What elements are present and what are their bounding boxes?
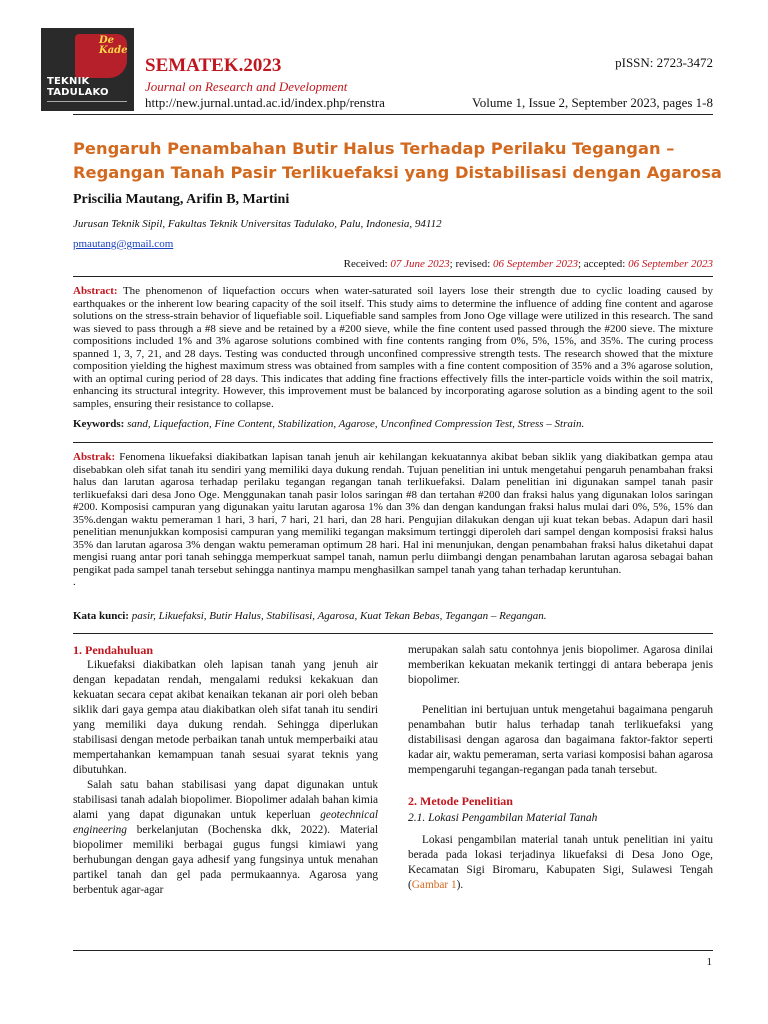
paragraph-5-text-a: Lokasi pengambilan material tanah untuk penelitian ini yaitu berada pada lokasi terjadinya likuefaksi di Desa Jono Oge, Kecamatan Sigi Biromaru, Kabupaten Sigi, Sulawesi Tengah (: [408, 834, 713, 891]
logo-badge: De Kade: [99, 35, 128, 56]
subsection-heading-2-1: 2.1. Lokasi Pengambilan Material Tanah: [408, 812, 598, 824]
revised-label: ; revised:: [449, 258, 494, 270]
author-affiliation: Jurusan Teknik Sipil, Fakultas Teknik Universitas Tadulako, Palu, Indonesia, 94112: [73, 218, 442, 230]
paragraph-3: merupakan salah satu contohnya jenis biopolimer. Agarosa dinilai memberikan kekuatan mekanik tertinggi di antara beberapa jenis biopolimer.: [408, 644, 713, 686]
section-heading-2: 2. Metode Penelitian: [408, 794, 513, 808]
article-title: Pengaruh Penambahan Butir Halus Terhadap Perilaku Tegangan – Regangan Tanah Pasir Terlikuefaksi yang Distabilisasi dengan Agarosa: [73, 139, 722, 182]
abstract-indonesian: [73, 451, 713, 589]
paragraph-2-italic: geotechnical engineering: [73, 809, 378, 836]
abstrak-dot: .: [73, 576, 76, 588]
right-column-continued: [408, 833, 713, 893]
section-heading-1: 1. Pendahuluan: [73, 643, 154, 657]
journal-logo: [41, 28, 134, 111]
kata-kunci-label: Kata kunci:: [73, 610, 132, 622]
pissn: pISSN: 2723-3472: [615, 55, 713, 70]
kata-kunci-text: pasir, Likuefaksi, Butir Halus, Stabilisasi, Agarosa, Kuat Tekan Bebas, Tegangan – Regangan.: [131, 610, 547, 622]
author-email[interactable]: pmautang@gmail.com: [73, 238, 174, 250]
keywords-text: sand, Liquefaction, Fine Content, Stabilization, Agarose, Unconfined Compression Test, Stress – Strain.: [127, 418, 585, 430]
divider-abstract-top: [73, 276, 713, 277]
paragraph-2-text-a: Salah satu bahan stabilisasi yang dapat digunakan untuk stabilisasi tanah adalah biopolimer. Biopolimer adalah bahan kimia alami yang dapat digunakan untuk keperluan: [73, 779, 378, 821]
paragraph-4: Penelitian ini bertujuan untuk mengetahui bagaimana pengaruh penambahan butir halus terhadap tanah terlikuefaksi yang distabilisasi dengan agarosa dan bagaimana faktor-faktor seperti kadar air, waktu pemeraman, serta variasi komposisi bahan agarosa mempengaruhi tegangan-regangan pada tanah tersebut.: [408, 704, 713, 776]
abstract-english: [73, 285, 713, 410]
logo-underline: [47, 101, 127, 102]
logo-text-tadulako: TADULAKO: [47, 87, 109, 98]
accepted-label: ; accepted:: [577, 258, 629, 270]
keywords-label: Keywords:: [73, 418, 128, 430]
figure-reference[interactable]: Gambar 1: [411, 879, 457, 891]
received-date: 07 June 2023: [390, 258, 450, 270]
received-label: Received:: [343, 258, 391, 270]
abstract-text: The phenomenon of liquefaction occurs when water-saturated soil layers lose their strength due to cyclic loading caused by earthquakes or the inherent low bearing capacity of the soil itself. This study aims to determine the influence of adding fine content and agarose solutions on the stress-strain behavior of liquefiable soil. Liquefiable sand samples from Jono Oge village were utilized in this research. The sand was sieved to pass through a #8 sieve and be retained by a #200 sieve, while the fine content used passed through the #200 sieve. The mixture compositions included 1% and 3% agarose solutions combined with fine contents ranging from 0%, 5%, 15%, and 35%. The curing process spanned 1, 3, 7, 21, and 28 days. Testing was conducted through unconfined compressive strength tests. The research showed that the mixture composition yielding the highest maximum stress was obtained from samples with a fine content composition of 35% and a 3% agarose solution, with an optimal curing period of 28 days. This indicates that adding fine fractions effectively fills the inter-particle voids within the soil matrix, enhancing its structural integrity. However, this improvement must be balanced by incorporating agarose solution as a binding agent to the soil samples, ensuring their resistance to collapse.: [73, 285, 713, 410]
abstrak-label: Abstrak:: [73, 451, 116, 463]
journal-title: SEMATEK.2023: [145, 55, 282, 76]
left-column: [73, 658, 378, 898]
logo-text-teknik: TEKNIK: [47, 76, 90, 87]
paragraph-2-text-b: berkelanjutan (Bochenska dkk, 2022). Material biopolimer memiliki berbagai gugus fungsi kimiawi yang berhubungan dengan gaya adhesif yang fungsinya untuk menahan partikel tanah dan gel pada permukaannya. Agarosa yang berbentuk agar-agar: [73, 824, 378, 896]
paragraph-5: [408, 833, 713, 893]
keywords-indonesian: [73, 610, 713, 622]
revised-date: 06 September 2023: [493, 258, 578, 270]
paragraph-2: [73, 778, 378, 898]
footer-divider: [73, 950, 713, 951]
abstract-label: Abstract:: [73, 285, 118, 297]
journal-subtitle: Journal on Research and Development: [145, 79, 348, 94]
right-column: [408, 643, 713, 778]
divider-abstrak-top: [73, 442, 713, 443]
page-number: 1: [706, 956, 712, 968]
abstrak-text: Fenomena likuefaksi diakibatkan lapisan tanah jenuh air kehilangan kekuatannya akibat beban siklik yang diakibatkan gempa atau disebabkan oleh sifat tanah itu sendiri yang memiliki daya dukung rendah. Tujuan penelitian ini untuk mengetahui pengaruh penambahan fraksi halus dan larutan agarosa terhadap perilaku tegangan regangan tanah terlikuefaksi. Dalam penelitian ini digunakan sampel tanah pasir terlikuefaksi dari desa Jono Oge. Menggunakan tanah pasir lolos saringan #8 dan tertahan #200 dan fraksi halus yang digunakan lolos saringan #200. Komposisi campuran yang digunakan yaitu larutan agarosa 1% dan 3% dan dengan kandungan fraksi halus mulai dari 0%, 5%, 15% dan 35%.dengan waktu pemeraman 1 hari, 3 hari, 7 hari, 21 hari, dan 28 hari. Pengujian dilakukan dengan uji kuat tekan bebas. Adapun dari hasil penelitian menunjukkan komposisi campuran yang memiliki tegangan maksimum tertinggi diperoleh dari sampel dengan komposisi fraksi halus 35% dan larutan agarosa 3% dengan waktu pemeraman optimum 28 hari. Hal ini menunjukan, dengan penambahan fraksi halus diketahui dapat mengisi ruang antar pori tanah sehingga memperkuat sampel tanah, namun perlu diimbangi dengan penambahan larutan agarosa sebagai bahan pengikat pada sampel tanah tersebut sehingga nantinya mampu menghasilkan sampel tanah yang tahan terhadap keruntuhan.: [73, 451, 713, 576]
keywords-english: [73, 418, 713, 430]
article-dates: [344, 258, 713, 270]
divider-body-top: [73, 633, 713, 634]
volume-info: Volume 1, Issue 2, September 2023, pages 1-8: [472, 95, 713, 110]
accepted-date: 06 September 2023: [628, 258, 713, 270]
paragraph-1: Likuefaksi diakibatkan oleh lapisan tanah yang jenuh air dengan kepadatan rendah, mengalami reduksi kekakuan dan kekuatan secara cepat akibat kenaikan tekanan air pori oleh beban siklik dari gaya gempa atau diakibatkan oleh sifat tanah itu sendiri yang memiliki daya dukung rendah. Sehingga diperlukan stabilisasi dengan metode perbaikan tanah untuk memperbaiki atau mempertahankan kemampuan tanah sesuai syarat teknis yang dibutuhkan.: [73, 659, 378, 776]
paragraph-5-text-b: ).: [456, 879, 464, 891]
article-authors: Priscilia Mautang, Arifin B, Martini: [73, 192, 290, 207]
journal-url[interactable]: http://new.jurnal.untad.ac.id/index.php/renstra: [145, 95, 385, 110]
header-divider: [73, 114, 713, 115]
